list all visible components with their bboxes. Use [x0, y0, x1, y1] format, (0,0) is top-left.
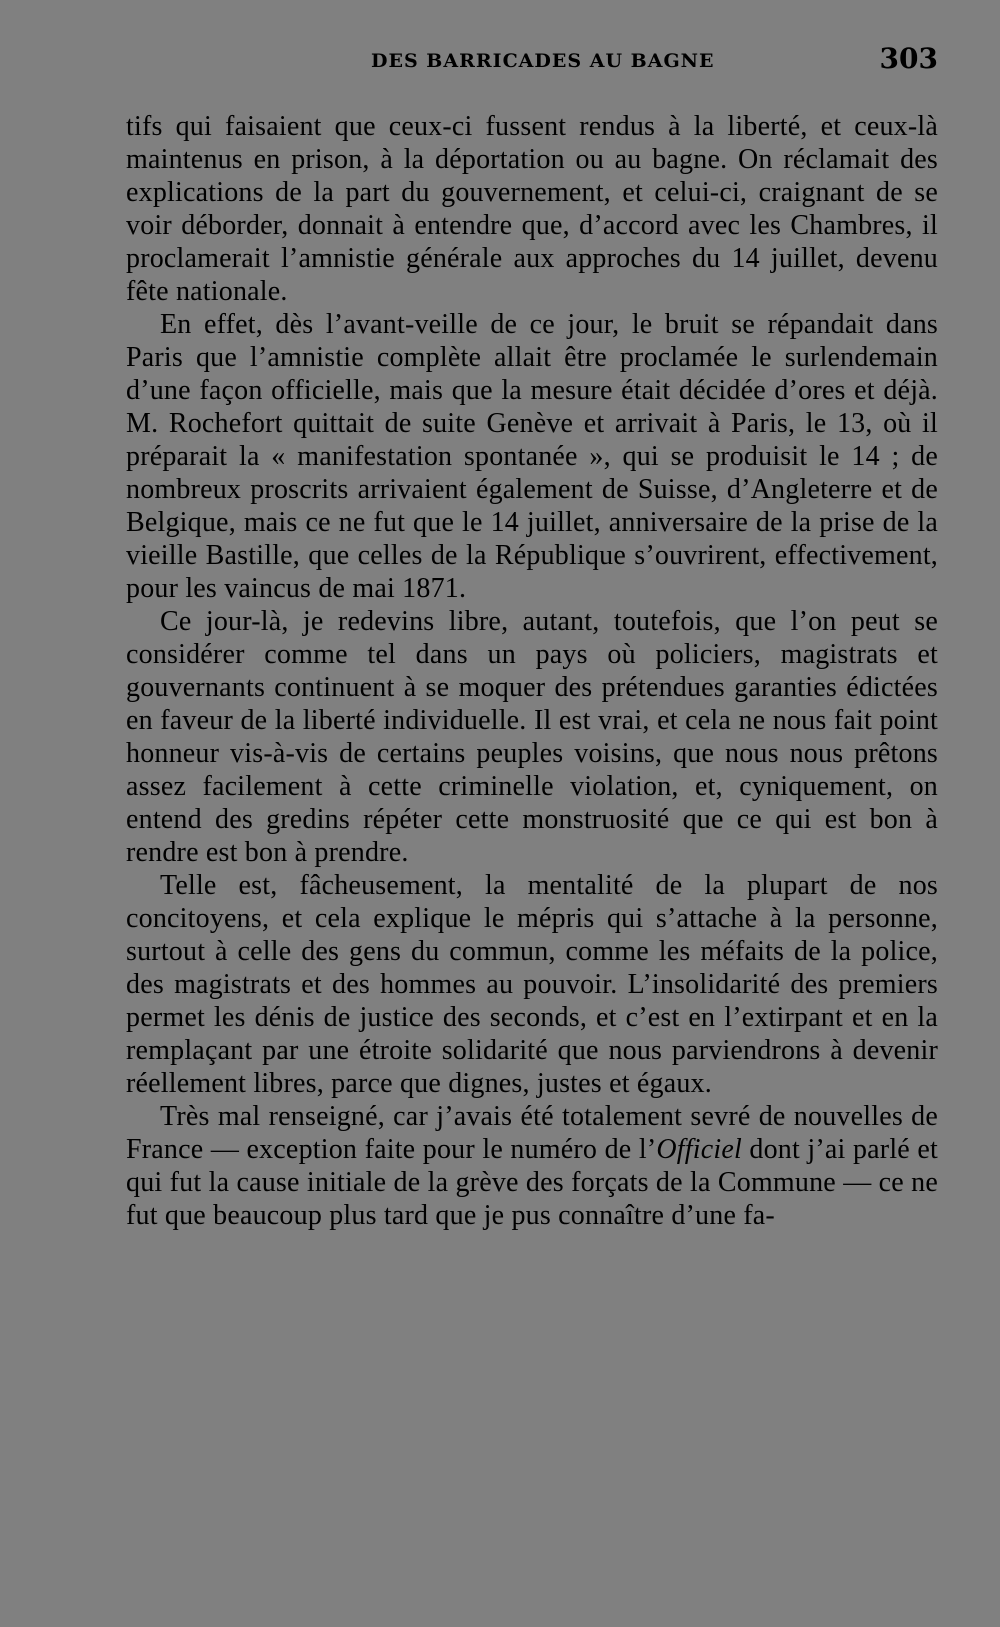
page-number: 303: [879, 42, 938, 75]
running-title: DES BARRICADES AU BAGNE: [371, 50, 715, 72]
paragraph-5-text-after: dont j’ai parlé et qui fut la cause initiale de la grève des forçats de la Commune — ce ne fut que beaucoup plus tard que je pus connaître d’une fa-: [126, 1134, 938, 1231]
body-text: [126, 110, 938, 1232]
paragraph-4: [126, 869, 938, 1100]
paragraph-1-text: tifs qui faisaient que ceux-ci fussent rendus à la liberté, et ceux-là maintenus en prison, à la déportation ou au bagne. On réclamait des explications de la part du gouvernement, et celui-ci, craignant de se voir déborder, donnait à entendre que, d’accord avec les Chambres, il proclamerait l’amnistie générale aux approches du 14 juillet, devenu fête nationale.: [126, 111, 938, 307]
officiel-italic-title: Officiel: [656, 1134, 742, 1165]
paragraph-3-text: Ce jour-là, je redevins libre, autant, toutefois, que l’on peut se considérer comme tel dans un pays où policiers, magistrats et gouvernants continuent à se moquer des prétendues garanties édictées en faveur de la liberté individuelle. Il est vrai, et cela ne nous fait point honneur vis-à-vis de certains peuples voisins, que nous nous prêtons assez facilement à cette criminelle violation, et, cyniquement, on entend des gredins répéter cette monstruosité que ce qui est bon à rendre est bon à prendre.: [126, 606, 938, 868]
paragraph-4-text: Telle est, fâcheusement, la mentalité de la plupart de nos concitoyens, et cela explique le mépris qui s’attache à la personne, surtout à celle des gens du commun, comme les méfaits de la police, des magistrats et des hommes au pouvoir. L’insolidarité des premiers permet les dénis de justice des seconds, et c’est en l’extirpant et en la remplaçant par une étroite solidarité que nous parviendrons à devenir réellement libres, parce que dignes, justes et égaux.: [126, 870, 938, 1099]
running-head: [126, 40, 938, 80]
paragraph-5: [126, 1100, 938, 1232]
paragraph-2-text: En effet, dès l’avant-veille de ce jour, le bruit se répandait dans Paris que l’amnistie complète allait être proclamée le surlendemain d’une façon officielle, mais que la mesure était décidée d’ores et déjà. M. Rochefort quittait de suite Genève et arrivait à Paris, le 13, où il préparait la « manifestation spontanée », qui se produisit le 14 ; de nombreux proscrits arrivaient également de Suisse, d’Angleterre et de Belgique, mais ce ne fut que le 14 juillet, anniversaire de la prise de la vieille Bastille, que celles de la République s’ouvrirent, effectivement, pour les vaincus de mai 1871.: [126, 309, 938, 604]
paragraph-2: [126, 308, 938, 605]
paragraph-5-text-before: Très mal renseigné, car j’avais été totalement sevré de nouvelles de France — exception faite pour le numéro de l’: [126, 1101, 938, 1165]
book-page: [126, 40, 938, 1232]
paragraph-3: [126, 605, 938, 869]
paragraph-1: [126, 110, 938, 308]
